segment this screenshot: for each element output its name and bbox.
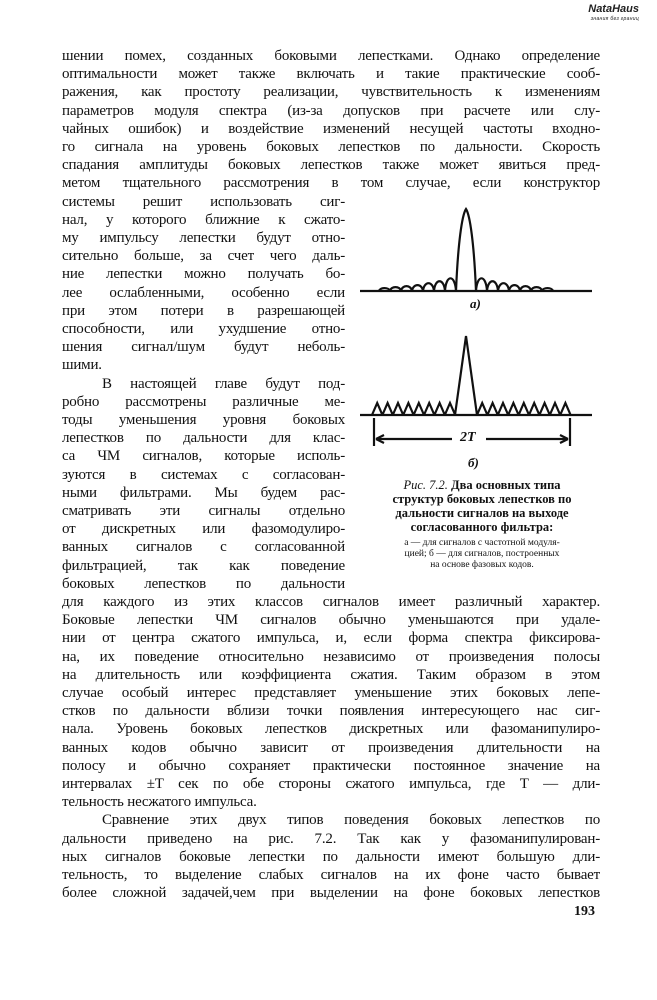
- text-line: метом тщательного рассмотрения в том случае, если конструктор: [62, 175, 600, 192]
- text-line: му импульсу лепестки будут отно-: [62, 230, 345, 246]
- main-lobe-a: [456, 209, 476, 291]
- text-line: нии от центра сжатого импульса, и, если форма спектра фиксирова-: [62, 630, 600, 647]
- main-lobe-b: [455, 336, 477, 415]
- text-line: робно рассмотрены различные ме-: [62, 393, 345, 410]
- text-line: шими.: [62, 357, 102, 374]
- text-line: дальности приведено на рис. 7.2. Так как у фазоманипулирован-: [62, 830, 600, 847]
- text-line: лее ослабленными, особенно если: [62, 284, 345, 301]
- text-line: оптимальности может также включать и такие практические сооб-: [62, 66, 600, 83]
- text-line: тоды уменьшения уровня боковых: [62, 412, 345, 428]
- watermark-logo: [588, 4, 639, 24]
- text-line: на длительность или коэффициента сжатия. Таким образом в этом: [62, 666, 600, 683]
- figure-7-2: [360, 203, 600, 448]
- text-line: зуются в системах с согласован-: [62, 466, 345, 483]
- caption-note-line: на основе фазовых кодов.: [430, 560, 534, 570]
- text-line: ванных кодов обычно зависит от произведения длительности на: [62, 739, 600, 756]
- text-line: фильтрацией, так как поведение: [62, 557, 345, 574]
- text-line: го сигнала на уровень боковых лепестков по дальности. Скорость: [62, 139, 600, 155]
- text-line: ными фильтрами. Мы будем рас-: [62, 484, 345, 501]
- watermark-brand: NataHaus: [588, 3, 639, 15]
- caption-note-line: а — для сигналов с частотной модуля-: [404, 538, 560, 548]
- text-line: тельность несжатого импульса.: [62, 794, 257, 811]
- text-line: интервалах ±T сек по обе стороны сжатого импульса, где T — дли-: [62, 776, 600, 792]
- text-line: Боковые лепестки ЧМ сигналов обычно уменьшаются при удале-: [62, 612, 600, 629]
- text-line: системы решит использовать сиг-: [62, 193, 345, 210]
- text-line-hidden: более сложной задачей,чем при выделении на фоне боковых лепестков: [62, 885, 600, 902]
- caption-ref: Рис. 7.2.: [403, 478, 448, 492]
- text-line: сительно больше, за счет чего даль-: [62, 248, 345, 265]
- sidelobes-a: [379, 278, 553, 291]
- text-line: для каждого из этих классов сигналов имеет различный характер.: [62, 594, 600, 610]
- text-line: способности, или ухудшение отно-: [62, 321, 345, 337]
- page-number: 193: [574, 904, 595, 919]
- dimension-label: 2T: [460, 430, 476, 445]
- text-line: при этом потери в разрешающей: [62, 302, 345, 319]
- text-line: ражения, как простоту реализации, чувствительность к изменениям: [62, 84, 600, 101]
- text-line: параметров модуля спектра (из-за допусков при расчете или слу-: [62, 102, 600, 119]
- text-line: нала. Уровень боковых лепестков дискретных или фазоманипулиро-: [62, 721, 600, 738]
- text-line: В настоящей главе будут под-: [102, 375, 345, 392]
- text-line: полосу и обычно сохраняет практически постоянное значение на: [62, 757, 600, 774]
- text-line: сматривать эти сигналы отдельно: [62, 503, 345, 519]
- caption-line: дальности сигналов на выходе: [395, 506, 569, 520]
- figure-label-a: а): [470, 296, 481, 311]
- text-line: стков по дальности вблизи точки появления интересующего нас сиг-: [62, 703, 600, 720]
- text-line: лепестков по дальности для клас-: [62, 430, 345, 447]
- caption-line: структур боковых лепестков по: [392, 492, 572, 506]
- text-line: нал, у которого ближние к сжато-: [62, 211, 345, 228]
- text-line: на, их поведение относительно независимо от произведения полосы: [62, 648, 600, 665]
- watermark-tagline: знания без границ: [590, 16, 639, 22]
- text-line: ванных сигналов с согласованной: [62, 539, 345, 556]
- text-line: ние лепестки можно получать бо-: [62, 266, 345, 283]
- text-line: спадания амплитуды боковых лепестков также может явиться пред-: [62, 157, 600, 174]
- text-line: чайных ошибок) и воздействие изменений несущей частоты входно-: [62, 120, 600, 137]
- figure-label-b: б): [468, 455, 479, 470]
- text-line: боковых лепестков по дальности: [62, 575, 345, 592]
- text-line-last: тельность, то выделение слабых сигналов на их фоне часто бывает: [62, 867, 600, 883]
- figure-caption-title: [366, 478, 598, 492]
- caption-line: Два основных типа: [451, 478, 561, 492]
- text-line: от дискретных или фазомодулиро-: [62, 521, 345, 538]
- text-line: шении помех, созданных боковыми лепестками. Однако определение: [62, 48, 600, 64]
- phase-code-sidelobe-plot: [360, 336, 592, 446]
- text-line: шения сигнал/шум будут неболь-: [62, 339, 345, 356]
- text-line: Сравнение этих двух типов поведения боковых лепестков по: [102, 812, 600, 829]
- caption-line: согласованного фильтра:: [410, 520, 554, 534]
- caption-note-line: цией; б — для сигналов, построенных: [404, 549, 560, 559]
- text-line: ных сигналов боковые лепестки по дальности имеют большую дли-: [62, 848, 600, 865]
- sidelobes-b: [372, 403, 571, 415]
- text-line: случае особый интерес представляет уменьшение этих боковых лепе-: [62, 685, 600, 701]
- fm-sidelobe-plot: [360, 209, 592, 291]
- text-line: са ЧМ сигналов, которые исполь-: [62, 448, 345, 465]
